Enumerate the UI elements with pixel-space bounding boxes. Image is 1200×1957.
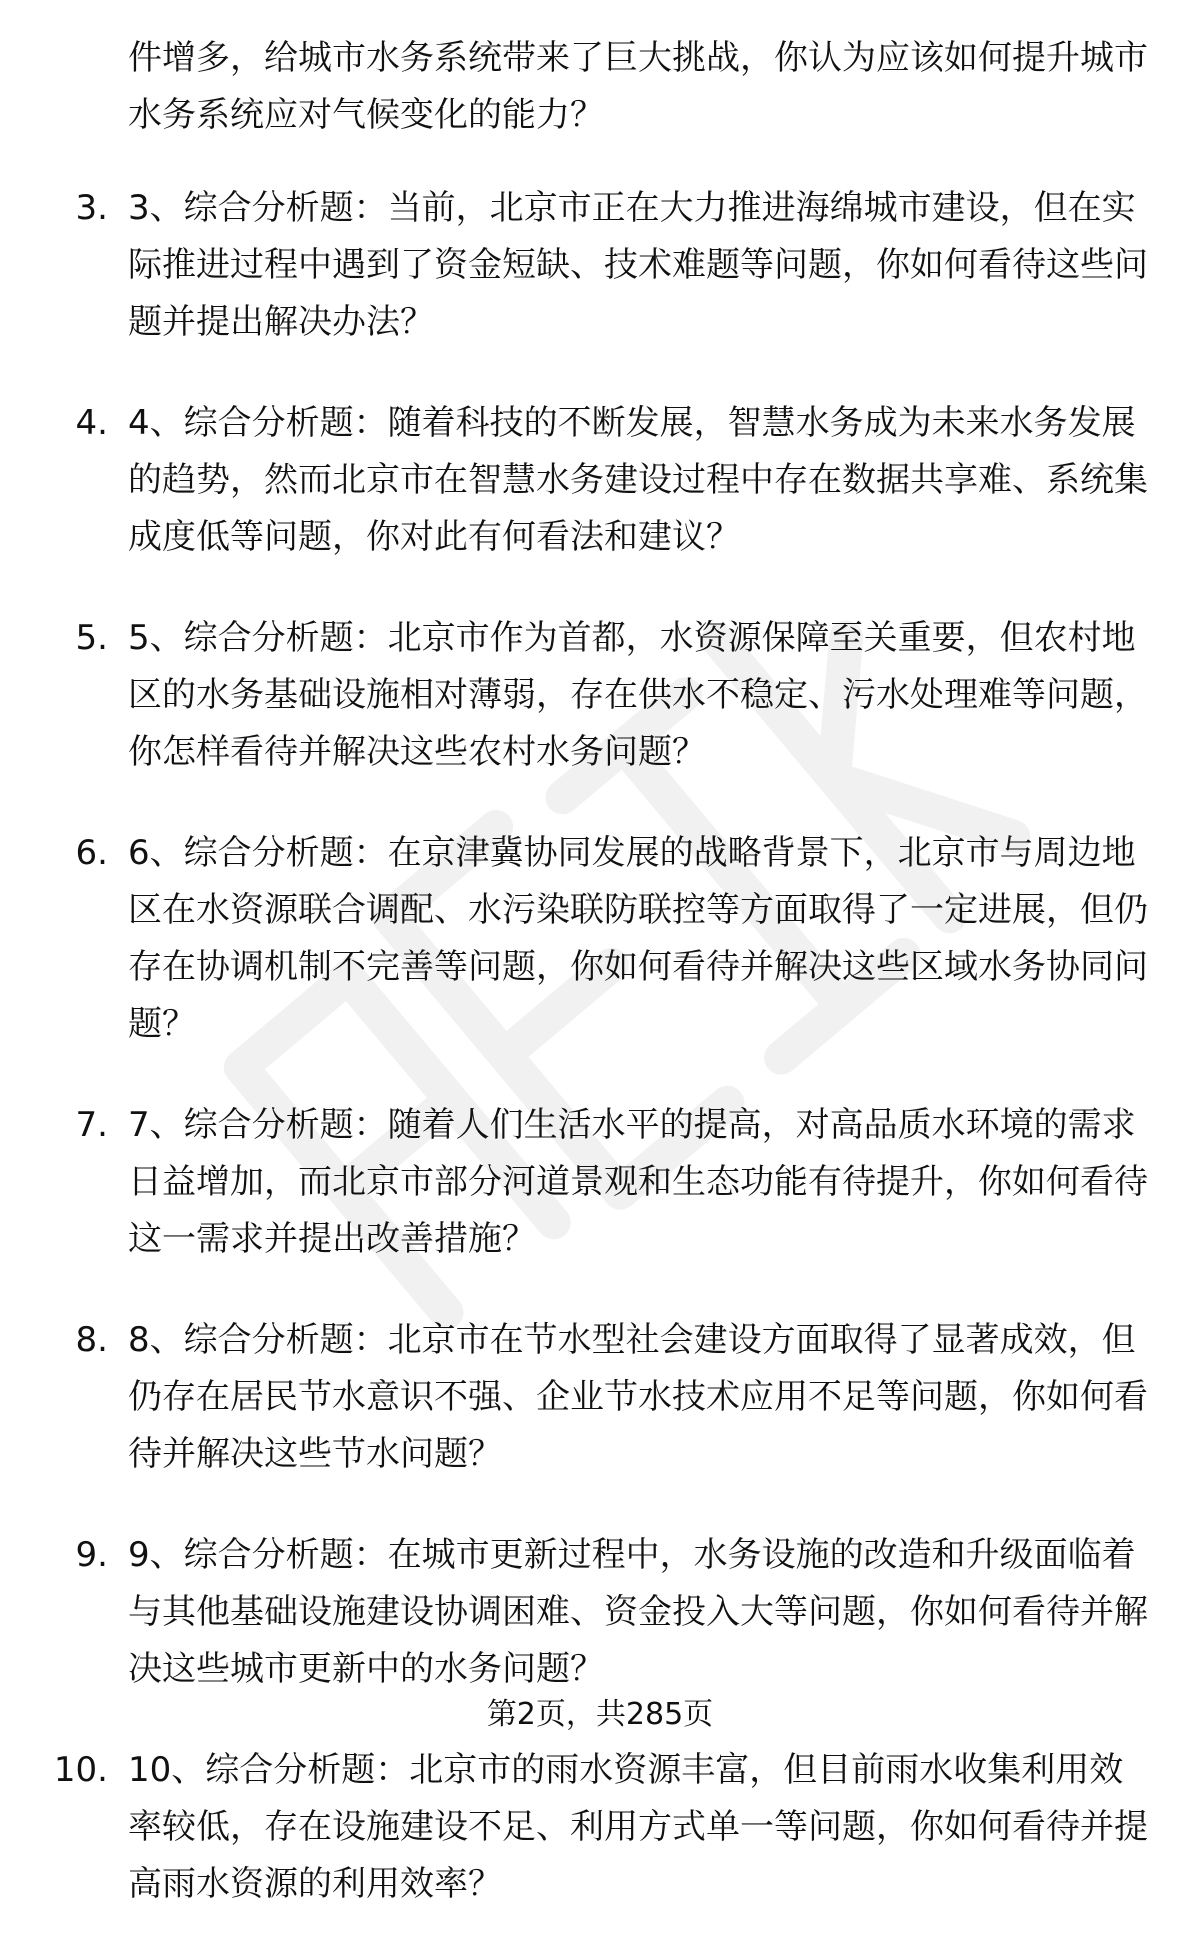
question-text: 5、综合分析题：北京市作为首都，水资源保障至关重要，但农村地区的水务基础设施相对薄弱，存在供水不稳定、污水处理难等问题，你怎样看待并解决这些农村水务问题？	[128, 618, 1148, 772]
question-list	[0, 180, 1200, 1957]
continuation-paragraph: 件增多，给城市水务系统带来了巨大挑战，你认为应该如何提升城市水务系统应对气候变化的能力？	[128, 38, 1148, 135]
question-text: 6、综合分析题：在京津冀协同发展的战略背景下，北京市与周边地区在水资源联合调配、水污染联防联控等方面取得了一定进展，但仍存在协调机制不完善等问题，你如何看待并解决这些区域水务协同问题？	[128, 833, 1148, 1044]
question-text: 9、综合分析题：在城市更新过程中，水务设施的改造和升级面临着与其他基础设施建设协调困难、资金投入大等问题，你如何看待并解决这些城市更新中的水务问题？	[128, 1535, 1148, 1689]
question-text: 3、综合分析题：当前，北京市正在大力推进海绵城市建设，但在实际推进过程中遇到了资金短缺、技术难题等问题，你如何看待这些问题并提出解决办法？	[128, 188, 1148, 342]
list-number: 3.	[75, 188, 108, 228]
question-text: 8、综合分析题：北京市在节水型社会建设方面取得了显著成效，但仍存在居民节水意识不强、企业节水技术应用不足等问题，你如何看待并解决这些节水问题？	[128, 1320, 1148, 1474]
list-number: 4.	[75, 403, 108, 443]
list-item	[0, 1312, 1148, 1483]
list-number: 6.	[75, 833, 108, 873]
list-item	[0, 1527, 1148, 1698]
list-item	[0, 1742, 1148, 1913]
question-text: 7、综合分析题：随着人们生活水平的提高，对高品质水环境的需求日益增加，而北京市部分河道景观和生态功能有待提升，你如何看待这一需求并提出改善措施？	[128, 1105, 1148, 1259]
list-number: 8.	[75, 1320, 108, 1360]
list-number: 7.	[75, 1105, 108, 1145]
list-item	[0, 825, 1148, 1053]
list-item	[0, 395, 1148, 566]
question-text: 10、综合分析题：北京市的雨水资源丰富，但目前雨水收集利用效率较低，存在设施建设不足、利用方式单一等问题，你如何看待并提高雨水资源的利用效率？	[128, 1750, 1148, 1904]
list-item	[0, 180, 1148, 351]
list-number: 9.	[75, 1535, 108, 1575]
page-footer: 第2页，共285页	[486, 1697, 714, 1732]
question-text: 4、综合分析题：随着科技的不断发展，智慧水务成为未来水务发展的趋势，然而北京市在智慧水务建设过程中存在数据共享难、系统集成度低等问题，你对此有何看法和建议？	[128, 403, 1148, 557]
list-number: 5.	[75, 618, 108, 658]
list-item	[0, 610, 1148, 781]
list-item	[0, 1097, 1148, 1268]
list-number: 10.	[53, 1750, 108, 1790]
